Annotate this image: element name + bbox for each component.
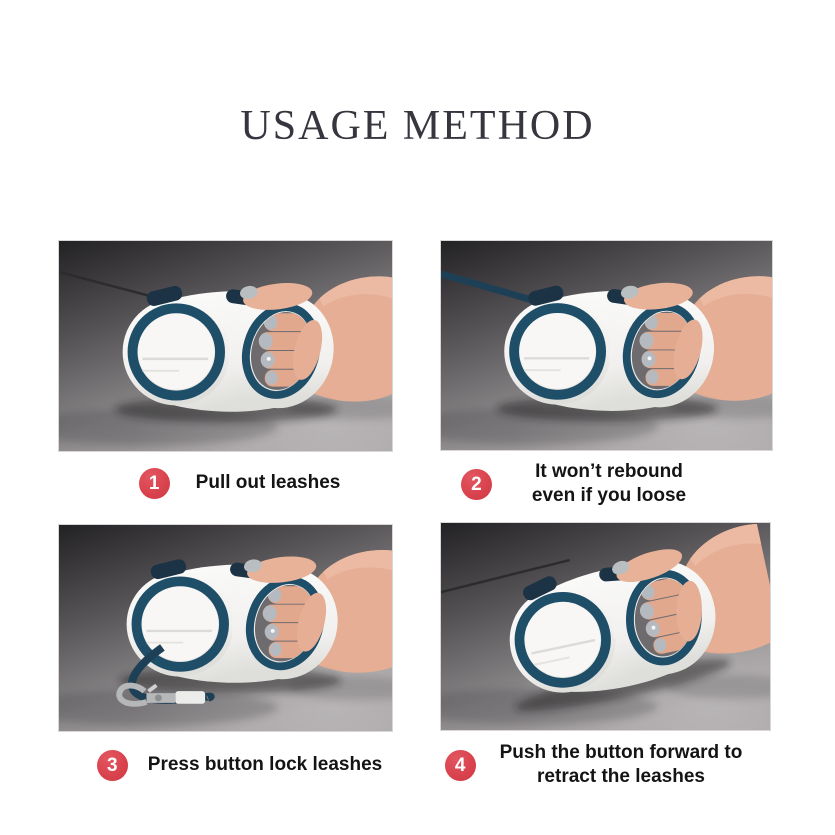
step-text-4-line-1: Push the button forward to: [499, 741, 743, 763]
step-photo-4: [440, 522, 771, 731]
step-photo-2: [440, 240, 773, 451]
step-photo-3: [58, 524, 393, 732]
step-badge-4: 4: [445, 750, 476, 781]
leash-illustration-3: [59, 525, 392, 731]
step-text-1-line-1: Pull out leashes: [195, 471, 341, 493]
step-photo-1: [58, 240, 393, 452]
leash-illustration-1: [59, 241, 392, 451]
leash-in-hand: [496, 276, 772, 421]
leash-in-hand: [115, 276, 392, 422]
step-caption-4: [428, 736, 759, 794]
leash-illustration-4: [441, 523, 770, 730]
step-text-2-line-1: It won’t rebound: [535, 460, 683, 482]
leash-illustration-2: [441, 241, 772, 450]
step-text-3-line-1: Press button lock leashes: [147, 753, 383, 775]
step-badge-2: 2: [461, 469, 492, 500]
step-badge-1: 1: [139, 468, 170, 499]
leash-in-hand: [119, 550, 392, 693]
step-text-4: [500, 741, 743, 790]
strap-sleeve: [175, 691, 205, 704]
step-text-2-line-2: even if you loose: [531, 485, 687, 506]
step-caption-3: [72, 744, 407, 786]
page-title: USAGE METHOD: [240, 103, 595, 149]
step-caption-2: [407, 455, 740, 513]
step-text-1: [196, 471, 341, 495]
step-text-4-line-2: retract the leashes: [537, 766, 705, 787]
step-badge-3: 3: [97, 750, 128, 781]
step-text-3: [148, 753, 382, 777]
step-text-2: [532, 460, 686, 509]
step-caption-1: [72, 462, 407, 504]
